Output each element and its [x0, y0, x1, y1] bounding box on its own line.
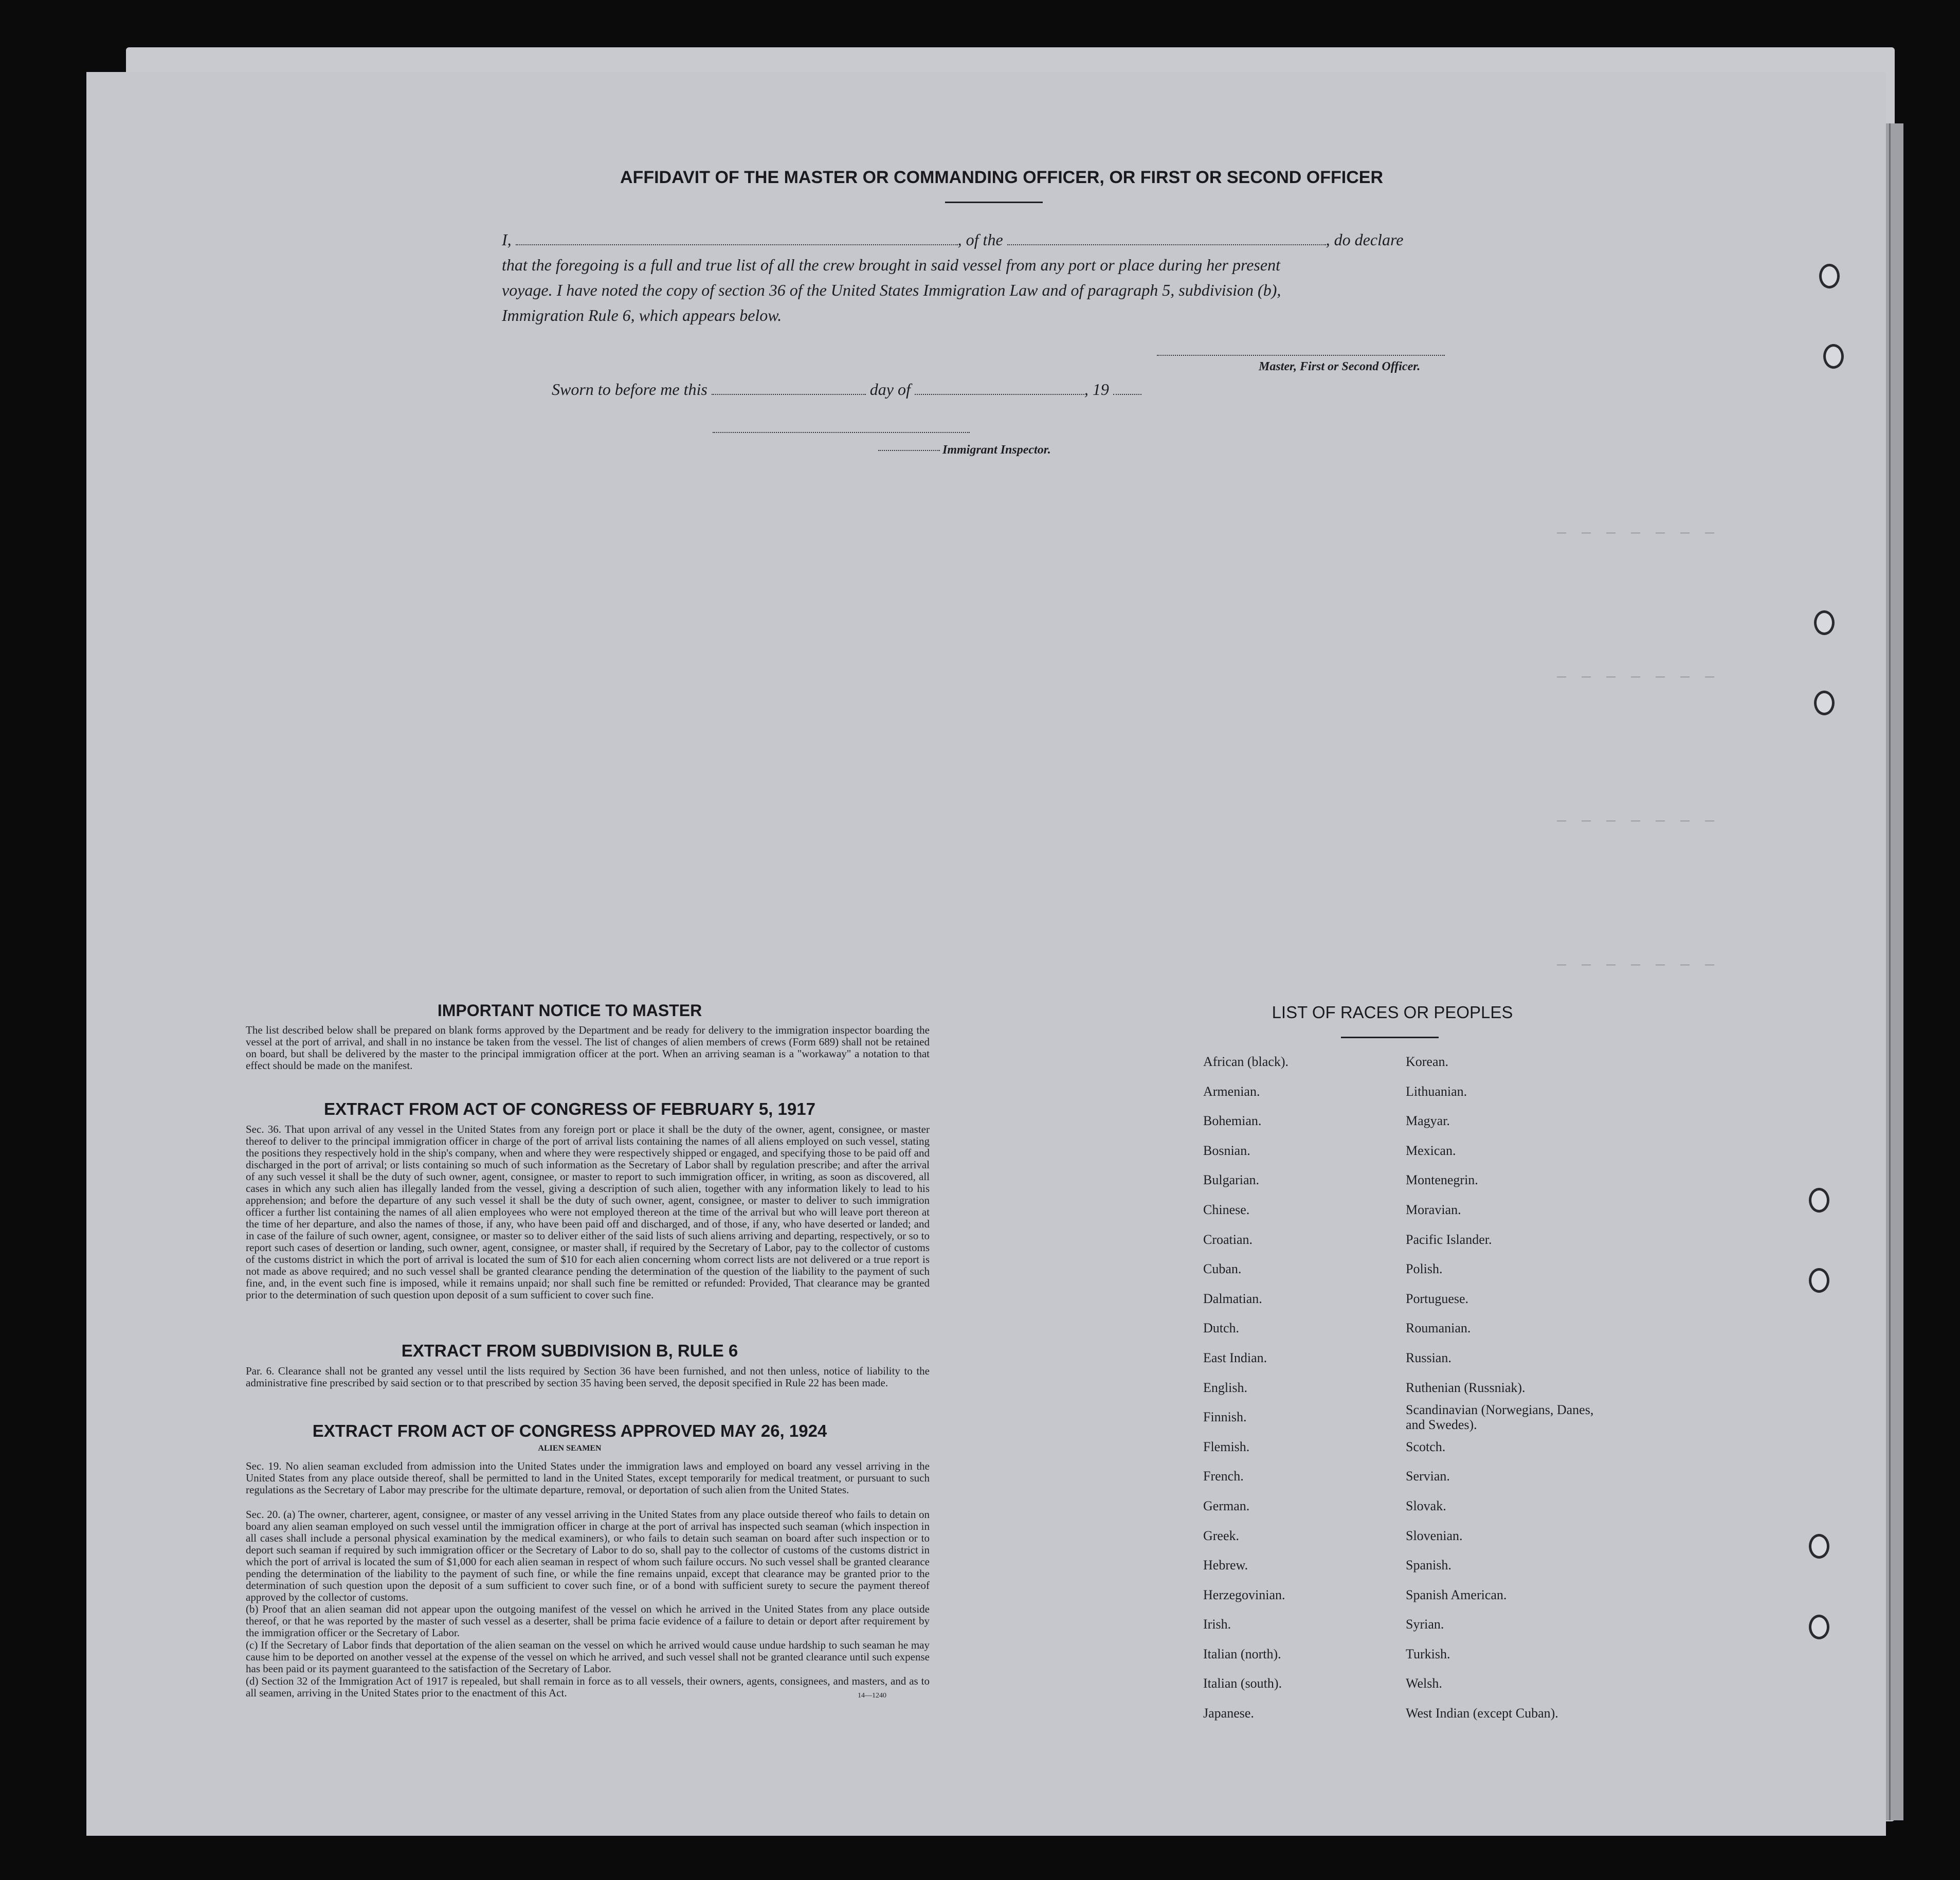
name-blank-field[interactable]	[516, 231, 958, 245]
bleed-through-marks: — — — — — — —	[1557, 668, 1718, 686]
race-item: West Indian (except Cuban).	[1406, 1706, 1558, 1721]
race-item: Armenian.	[1203, 1083, 1260, 1099]
extract-rule6-title: EXTRACT FROM SUBDIVISION B, RULE 6	[401, 1341, 738, 1360]
race-item: German.	[1203, 1498, 1250, 1513]
inspector-label: Immigrant Inspector.	[942, 443, 1051, 457]
i-label: I,	[502, 230, 512, 249]
affidavit-line-1	[502, 227, 1582, 252]
inspector-signature-dots	[878, 450, 940, 451]
race-item: Pacific Islander.	[1406, 1232, 1492, 1247]
sworn-year-field[interactable]	[1113, 381, 1141, 395]
sec19-text: Sec. 19. No alien seaman excluded from admission into the United States under the immigration laws and employed on board any vessel arriving in the United States from any place outside thereof, shall be permitted to land in the United States, except temporarily for medical treatment, or pursuant to such regulations as the Secretary of Labor may prescribe for the ultimate departure, removal, or deportation of such alien from the United States.	[246, 1460, 930, 1496]
race-item: Servian.	[1406, 1469, 1450, 1484]
race-item: Polish.	[1406, 1261, 1443, 1277]
binding-hole	[1819, 264, 1840, 288]
race-item: Roumanian.	[1406, 1321, 1471, 1336]
extract-1924-subtitle: ALIEN SEAMEN	[538, 1444, 602, 1453]
sworn-day-field[interactable]	[712, 381, 866, 395]
binding-hole	[1814, 610, 1835, 635]
extract-rule6-text: Par. 6. Clearance shall not be granted any vessel until the lists required by Section 36 have been furnished, and not then unless, notice of liability to the administrative fine prescribed by said section or to that prescribed by section 35 having been served, the deposit specified in Rule 22 has been made.	[246, 1365, 930, 1389]
form-number: 14—1240	[858, 1692, 886, 1700]
race-item: Portuguese.	[1406, 1291, 1469, 1306]
race-item: Greek.	[1203, 1528, 1240, 1543]
affidavit-line-2: that the foregoing is a full and true list of all the crew brought in said vessel from any port or place during her present	[502, 256, 1280, 274]
notice-text: The list described below shall be prepared on blank forms approved by the Department and be ready for delivery to the immigration inspector boarding the vessel at the port of arrival, and shall in no instance be taken from the vessel. The list of changes of alien members of crews (Form 689) shall not be retained on board, but shall be delivered by the master to the principal immigration officer at the port. When an arriving seaman is a "workaway" a notation to that effect should be made on the manifest.	[246, 1024, 930, 1072]
race-item: Montenegrin.	[1406, 1172, 1478, 1188]
race-item: Bulgarian.	[1203, 1172, 1260, 1188]
year-prefix-label: , 19	[1084, 380, 1109, 399]
race-item: Finnish.	[1203, 1409, 1247, 1425]
binding-hole	[1814, 691, 1835, 715]
race-item: Cuban.	[1203, 1261, 1242, 1277]
race-item: Turkish.	[1406, 1646, 1450, 1661]
sec20c-text: (c) If the Secretary of Labor finds that deportation of the alien seaman on the vessel on which he arrived would cause undue hardship to such seaman he may cause him to be deported on another vessel at the expense of the vessel on which he arrived, and such vessel shall not be granted clearance until such expense has been paid or its payment guaranteed to the satisfaction of the Secretary of Labor.	[246, 1639, 930, 1675]
race-item: Irish.	[1203, 1617, 1231, 1632]
sec20d-text: (d) Section 32 of the Immigration Act of 1917 is repealed, but shall remain in force as to all vessels, their owners, agents, consignees, and masters, and as to all seamen, arriving in the United States prior to the enactment of this Act.	[246, 1675, 930, 1699]
race-item: Slovak.	[1406, 1498, 1446, 1513]
extract-1917-text: Sec. 36. That upon arrival of any vessel in the United States from any foreign port or place it shall be the duty of the owner, agent, consignee, or master thereof to deliver to the principal immigration officer in charge of the port of arrival lists containing the names of all aliens employed on such vessel, stating the positions they respectively hold in the ship's company, when and where they were respectively shipped or engaged, and specifying those to be paid off and discharged in the port of arrival; or lists containing so much of such information as the Secretary of Labor shall by regulation prescribe; and after the arrival of any such vessel it shall be the duty of such owner, agent, consignee, or master to report to such immigration officer, in writing, as soon as discovered, all cases in which any such alien has illegally landed from the vessel, giving a description of such alien, together with any information likely to lead to his apprehension; and before the departure of any such vessel it shall be the duty of such owner, agent, consignee, or master to deliver to such immigration officer a further list containing the names of all alien employees who were not employed thereon at the time of the arrival but who will leave port thereon at the time of her departure, and also the names of those, if any, who have been paid off and discharged, and of those, if any, who have deserted or landed; and in case of the failure of such owner, agent, consignee, or master so to deliver either of the said lists of such aliens arriving and departing, respectively, or so to report such cases of desertion or landing, such owner, agent, consignee, or master shall, if required by the Secretary of Labor, pay to the collector of customs of the customs district in which the port of arrival is located the sum of $10 for each alien concerning whom correct lists are not delivered or a true report is not made as above required; and no such vessel shall be granted clearance pending the determination of the question of the liability to the payment of such fine, and, in the event such fine is imposed, while it remains unpaid; nor shall such fine be remitted or refunded: Provided, That clearance may be granted prior to the determination of such question upon deposit of a sum sufficient to cover such fine.	[246, 1123, 930, 1301]
race-item: Syrian.	[1406, 1617, 1444, 1632]
master-signature-label: Master, First or Second Officer.	[1259, 360, 1421, 373]
race-item: Dutch.	[1203, 1321, 1240, 1336]
bleed-through-marks: — — — — — — —	[1557, 956, 1718, 974]
do-declare-label: , do declare	[1326, 230, 1404, 249]
race-item: Croatian.	[1203, 1232, 1253, 1247]
race-item: Bohemian.	[1203, 1113, 1262, 1129]
notice-title: IMPORTANT NOTICE TO MASTER	[437, 1001, 702, 1020]
race-item: French.	[1203, 1469, 1244, 1484]
vessel-blank-field[interactable]	[1007, 231, 1326, 245]
races-title-rule	[1341, 1037, 1439, 1038]
day-of-label: day of	[869, 380, 911, 399]
race-item: Japanese.	[1203, 1706, 1254, 1721]
race-item: Bosnian.	[1203, 1143, 1250, 1158]
race-item: Scotch.	[1406, 1439, 1446, 1454]
sworn-month-field[interactable]	[915, 381, 1084, 395]
sworn-line	[552, 377, 1323, 402]
title-rule	[945, 202, 1043, 203]
race-item: African (black).	[1203, 1054, 1289, 1069]
form-page	[86, 72, 1886, 1836]
binding-hole	[1823, 344, 1844, 369]
race-item: Russian.	[1406, 1350, 1451, 1365]
race-item: Chinese.	[1203, 1202, 1250, 1217]
race-item: Spanish.	[1406, 1558, 1451, 1573]
race-item: Welsh.	[1406, 1676, 1442, 1691]
race-item: Lithuanian.	[1406, 1083, 1467, 1099]
race-item: Moravian.	[1406, 1202, 1461, 1217]
race-item: Herzegovinian.	[1203, 1587, 1285, 1602]
page-edge-strip	[1883, 123, 1903, 1820]
race-item: Italian (north).	[1203, 1646, 1281, 1661]
binding-hole	[1809, 1268, 1829, 1293]
race-item: Magyar.	[1406, 1113, 1450, 1129]
race-item: Ruthenian (Russniak).	[1406, 1380, 1526, 1395]
affidavit-line-3: voyage. I have noted the copy of section 36 of the United States Immigration Law and of paragraph 5, subdivision (b),	[502, 281, 1281, 299]
race-item: Italian (south).	[1203, 1676, 1282, 1691]
extract-1917-title: EXTRACT FROM ACT OF CONGRESS OF FEBRUARY 5, 1917	[324, 1099, 815, 1118]
race-item: Slovenian.	[1406, 1528, 1463, 1543]
race-item: Mexican.	[1406, 1143, 1456, 1158]
races-right-column	[1406, 1047, 1601, 1728]
inspector-signature-field[interactable]	[713, 432, 970, 433]
race-item: English.	[1203, 1380, 1247, 1395]
bleed-through-marks: — — — — — — —	[1557, 812, 1718, 830]
race-item: East Indian.	[1203, 1350, 1267, 1365]
race-item: Scandinavian (Norwegians, Danes, and Swedes).	[1406, 1402, 1594, 1433]
bleed-through-marks: — — — — — — —	[1557, 525, 1718, 542]
race-item: Korean.	[1406, 1054, 1449, 1069]
races-title: LIST OF RACES OR PEOPLES	[1272, 1003, 1513, 1022]
race-item: Dalmatian.	[1203, 1291, 1262, 1306]
sworn-label: Sworn to before me this	[552, 380, 707, 399]
binding-hole	[1809, 1534, 1829, 1559]
sec20a-text: Sec. 20. (a) The owner, charterer, agent, consignee, or master of any vessel arriving in the United States from any place outside thereof who fails to detain on board any alien seaman employed on such vessel until the immigration officer in charge at the port of arrival has inspected such seaman (which inspection in all cases shall include a personal physical examination by the medical examiners), or who fails to detain such seaman on board after such inspection or to deport such seaman if required by such immigration officer or the Secretary of Labor to do so, shall pay to the collector of customs of the customs district in which the port of arrival is located the sum of $1,000 for each alien seaman in respect of whom such failure occurs. No such vessel shall be granted clearance pending the determination of the liability to the payment of such fine, or while the fine remains unpaid, except that clearance may be granted prior to the determination of such question upon the deposit of a sum sufficient to cover such fine, or of a bond with sufficient surety to secure the payment thereof approved by the collector of customs.	[246, 1508, 930, 1603]
binding-hole	[1809, 1188, 1829, 1213]
of-the-label: , of the	[957, 230, 1003, 249]
race-item: Spanish American.	[1406, 1587, 1507, 1602]
affidavit-line-4: Immigration Rule 6, which appears below.	[502, 306, 782, 324]
affidavit-title: AFFIDAVIT OF THE MASTER OR COMMANDING OFFICER, OR FIRST OR SECOND OFFICER	[620, 168, 1383, 187]
master-signature-field[interactable]	[1157, 355, 1445, 356]
binding-hole	[1809, 1615, 1829, 1639]
extract-1924-title: EXTRACT FROM ACT OF CONGRESS APPROVED MAY 26, 1924	[312, 1421, 827, 1440]
sec20b-text: (b) Proof that an alien seaman did not appear upon the outgoing manifest of the vessel on which he arrived in the United States from any place outside thereof, or that he was reported by the master of such vessel as a deserter, shall be prima facie evidence of a failure to detain or deport after requirement by the immigration officer or the Secretary of Labor.	[246, 1603, 930, 1639]
race-item: Flemish.	[1203, 1439, 1250, 1454]
race-item: Hebrew.	[1203, 1558, 1248, 1573]
races-left-column	[1203, 1047, 1378, 1728]
